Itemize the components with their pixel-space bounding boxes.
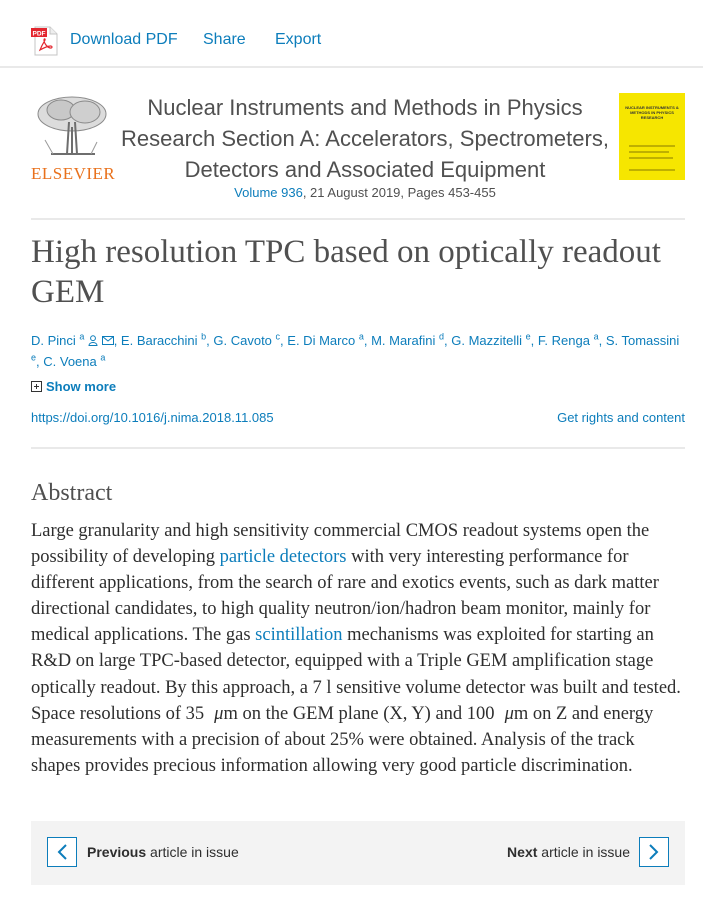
envelope-icon[interactable] bbox=[102, 336, 114, 345]
previous-article-button[interactable] bbox=[47, 837, 77, 867]
author-affiliation: a bbox=[79, 331, 85, 342]
author-affiliation: c bbox=[275, 331, 281, 342]
abstract-segment: m on Z and energy measurements with a precision of about 25% were obtained. Analysis of the track shapes provides precious information allowing very good particle discrimination. bbox=[31, 703, 654, 776]
scintillation-link[interactable]: scintillation bbox=[255, 625, 343, 646]
author-link[interactable] bbox=[121, 333, 206, 348]
volume-link[interactable]: Volume 936 bbox=[234, 185, 303, 200]
author-affiliation: e bbox=[31, 352, 37, 363]
cover-line bbox=[629, 145, 675, 147]
author-link[interactable] bbox=[43, 354, 105, 369]
author-name: M. Marafini bbox=[371, 333, 436, 348]
author-affiliation: a bbox=[100, 352, 106, 363]
plus-box-icon bbox=[31, 381, 42, 392]
author-name: G. Cavoto bbox=[213, 333, 272, 348]
issue-navigation bbox=[31, 821, 685, 885]
journal-title-line-3: Detectors and Associated Equipment bbox=[184, 157, 546, 182]
journal-cover-text: NUCLEAR INSTRUMENTS & METHODS IN PHYSICS RESEARCH bbox=[625, 105, 679, 120]
author-link[interactable] bbox=[538, 333, 599, 348]
author-affiliation: d bbox=[438, 331, 444, 342]
abstract-segment: m on the GEM plane (X, Y) and 100 bbox=[223, 703, 495, 724]
previous-label-rest: article in issue bbox=[146, 844, 239, 860]
share-link[interactable]: Share bbox=[203, 31, 246, 48]
author-affiliation: a bbox=[593, 331, 599, 342]
show-more-button[interactable] bbox=[31, 379, 116, 394]
author-link[interactable] bbox=[31, 333, 84, 348]
abstract-segment: with very interesting performance for different applications, from the search of rare and exotics events, such as dark matter directional candidates, to high quality neutron/ion/hadron beam monitor, mainly for medical applications. The gas bbox=[31, 547, 659, 646]
journal-cover-image[interactable] bbox=[619, 93, 685, 180]
volume-date-pages: , 21 August 2019, Pages 453-455 bbox=[302, 185, 496, 200]
pdf-file-icon[interactable] bbox=[31, 26, 59, 56]
previous-article-link[interactable] bbox=[87, 844, 239, 860]
article-toolbar bbox=[0, 0, 703, 68]
author-name: C. Voena bbox=[43, 354, 97, 369]
pdf-icon-label: PDF bbox=[32, 30, 46, 38]
mu-symbol: μ bbox=[214, 703, 224, 724]
abstract-segment: Large granularity and high sensitivity commercial CMOS readout systems open the possibility of developing bbox=[31, 521, 650, 568]
journal-title-line-2: Research Section A: Accelerators, Spectrometers, bbox=[121, 126, 609, 151]
author-list: D. Pinci $^a$ , E. Baracchini $^b$, G. Cavoto $^c$, E. Di Marco $^a$, M. Marafini $^d$, G. Mazzitelli $^e$, F. Renga $^a$, S. Tomassini $^e$, C. Voena $^a$ bbox=[31, 331, 680, 369]
volume-info bbox=[120, 185, 610, 200]
author-name: F. Renga bbox=[537, 333, 590, 348]
next-label: Next bbox=[507, 844, 538, 860]
cover-line bbox=[629, 169, 675, 171]
next-label-rest: article in issue bbox=[537, 844, 630, 860]
author-link[interactable] bbox=[371, 333, 444, 348]
publisher-name: ELSEVIER bbox=[31, 164, 116, 183]
author-link[interactable] bbox=[287, 333, 364, 348]
next-article-button[interactable] bbox=[639, 837, 669, 867]
author-affiliation: a bbox=[358, 331, 364, 342]
author-name: D. Pinci bbox=[31, 333, 76, 348]
show-more-label: Show more bbox=[46, 379, 117, 394]
cover-line bbox=[629, 157, 673, 159]
person-icon bbox=[88, 335, 98, 346]
mu-symbol: μ bbox=[504, 703, 514, 724]
chevron-right-icon bbox=[648, 844, 660, 860]
particle-detectors-link[interactable]: particle detectors bbox=[219, 547, 347, 568]
rights-link[interactable]: Get rights and content bbox=[557, 410, 685, 425]
doi-link[interactable]: https://doi.org/10.1016/j.nima.2018.11.085 bbox=[31, 410, 274, 425]
journal-title[interactable] bbox=[120, 92, 610, 185]
export-link[interactable]: Export bbox=[275, 31, 322, 48]
article-title: High resolution TPC based on optically readout GEM bbox=[31, 234, 661, 310]
elsevier-logo[interactable] bbox=[31, 92, 116, 183]
divider bbox=[31, 447, 685, 449]
divider bbox=[31, 218, 685, 220]
next-article-link[interactable] bbox=[507, 844, 630, 860]
abstract-segment: mechanisms was exploited for starting an R&D on large TPC-based detector, equipped with a Triple GEM amplification stage optically readout. By this approach, a 7 l sensitive volume detector was built and tested. Space resolutions of 35 bbox=[31, 625, 681, 724]
author-affiliation: e bbox=[525, 331, 531, 342]
abstract-text bbox=[31, 518, 687, 779]
elsevier-tree-icon bbox=[31, 92, 113, 162]
author-affiliation: b bbox=[201, 331, 207, 342]
chevron-left-icon bbox=[56, 844, 68, 860]
author-name: E. Baracchini bbox=[120, 333, 198, 348]
author-link[interactable] bbox=[213, 333, 280, 348]
author-name: E. Di Marco bbox=[287, 333, 356, 348]
author-name: G. Mazzitelli bbox=[451, 333, 523, 348]
previous-label: Previous bbox=[87, 844, 147, 860]
download-pdf-link[interactable]: Download PDF bbox=[70, 31, 178, 48]
journal-title-line-1: Nuclear Instruments and Methods in Physics bbox=[147, 95, 583, 120]
cover-line bbox=[629, 151, 669, 153]
author-name: S. Tomassini bbox=[605, 333, 680, 348]
author-link[interactable] bbox=[451, 333, 530, 348]
abstract-heading: Abstract bbox=[31, 480, 113, 506]
